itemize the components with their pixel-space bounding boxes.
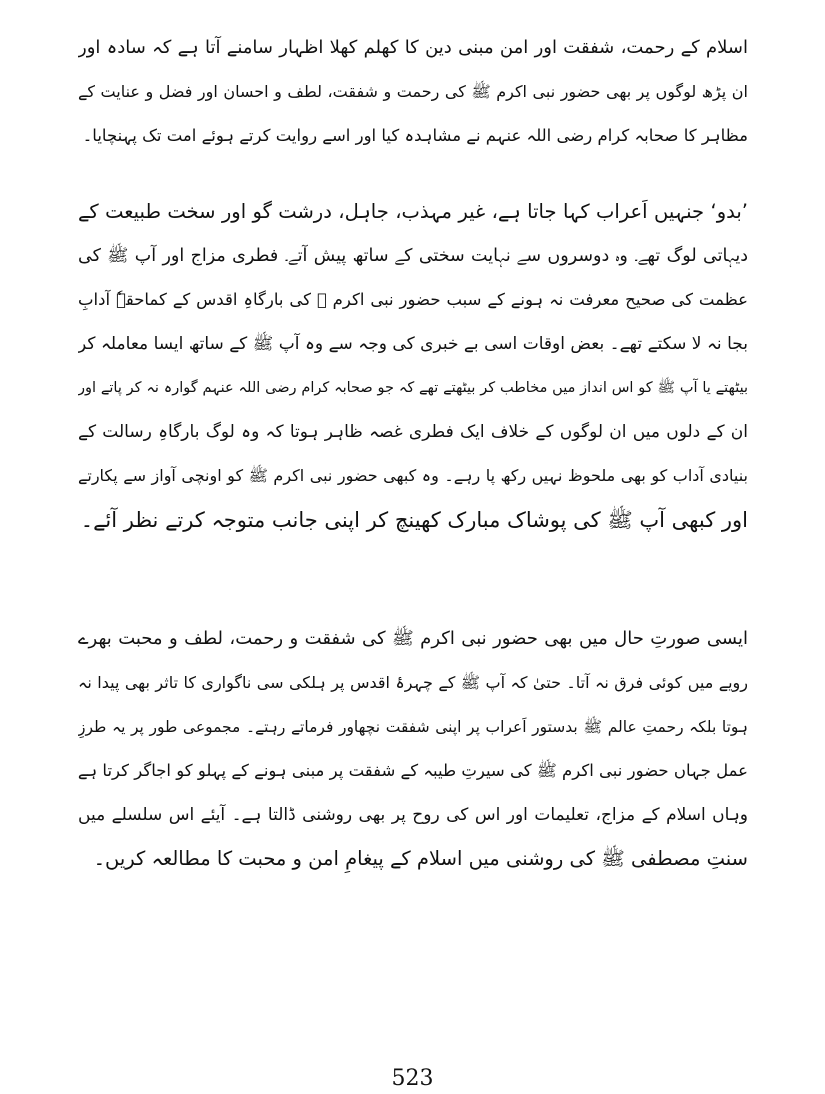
text-line: ایسی صورتِ حال میں بھی حضور نبی اکرم ﷺ کی شفقت و رحمت، لطف و محبت بھرے xyxy=(78,628,748,649)
text-line: رویے میں کوئی فرق نہ آتا۔ حتیٰ کہ آپ ﷺ کے چہرۂ اقدس پر ہلکی سی ناگواری کا تاثر بھی پیدا نہ xyxy=(78,673,748,692)
text-line: اسلام کے رحمت، شفقت اور امن مبنی دین کا کھلم کھلا اظہار سامنے آتا ہے کہ سادہ اور xyxy=(78,37,748,58)
text-line: سنتِ مصطفی ﷺ کی روشنی میں اسلام کے پیغامِ امن و محبت کا مطالعہ کریں۔ xyxy=(93,847,748,870)
page-number: 523 xyxy=(391,1066,434,1091)
text-line: مظاہر کا صحابہ کرام رضی اللہ عنہم نے مشاہدہ کیا اور اسے روایت کرتے ہوئے امت تک پہنچایا۔ xyxy=(82,126,748,145)
text-line: ان کے دلوں میں ان لوگوں کے خلاف ایک فطری غصہ ظاہر ہوتا کہ وہ لوگ بارگاہِ رسالت کے xyxy=(78,422,748,442)
text-line: اور کبھی آپ ﷺ کی پوشاک مبارک کھینچ کر اپنی جانب متوجہ کرتے نظر آئے۔ xyxy=(80,508,748,532)
text-line: بنیادی آداب کو بھی ملحوظ نہیں رکھ پا رہے۔ وہ کبھی حضور نبی اکرم ﷺ کو اونچی آواز سے پکارتے xyxy=(78,466,748,485)
text-line: دیہاتی لوگ تھے۔ وہ دوسروں سے نہایت سختی کے ساتھ پیش آتے۔ فطری مزاج اور آپ ﷺ کی xyxy=(78,246,748,266)
text-line: عظمت کی صحیح معرفت نہ ہونے کے سبب حضور نبی اکرم ﷺ کی بارگاہِ اقدس کے کماحقہٗ آدابِ xyxy=(78,290,748,309)
paragraph-2 xyxy=(78,190,748,542)
text-line: ان پڑھ لوگوں پر بھی حضور نبی اکرم ﷺ کی رحمت و شفقت، لطف و احسان اور فضل و عنایت کے xyxy=(78,82,748,101)
paragraph-1 xyxy=(78,26,748,158)
text-line: بیٹھتے یا آپ ﷺ کو اس انداز میں مخاطب کر بیٹھتے تھے کہ جو صحابہ کرام رضی اللہ عنہم گوارہ نہ کر پاتے اور xyxy=(78,380,748,396)
text-line: ہوتا بلکہ رحمتِ عالم ﷺ بدستور اَعراب پر اپنی شفقت نچھاور فرماتے رہتے۔ مجموعی طور پر یہ طرزِ xyxy=(78,718,748,736)
text-line: وہاں اسلام کے مزاج، تعلیمات اور اس کی روح پر بھی روشنی ڈالتا ہے۔ آیئے اس سلسلے میں xyxy=(78,805,748,825)
paragraph-3 xyxy=(78,617,748,881)
text-line: عمل جہاں حضور نبی اکرم ﷺ کی سیرتِ طیبہ کے شفقت پر مبنی ہونے کے پہلو کو اجاگر کرتا ہے xyxy=(78,761,748,780)
text-line: بجا نہ لا سکتے تھے۔ بعض اوقات اسی بے خبری کی وجہ سے وہ آپ ﷺ کے ساتھ ایسا معاملہ کر xyxy=(78,334,748,354)
text-line: ’بدو‘ جنہیں اَعراب کہا جاتا ہے، غیر مہذب، جاہل، درشت گو اور سخت طبیعت کے xyxy=(78,200,748,223)
